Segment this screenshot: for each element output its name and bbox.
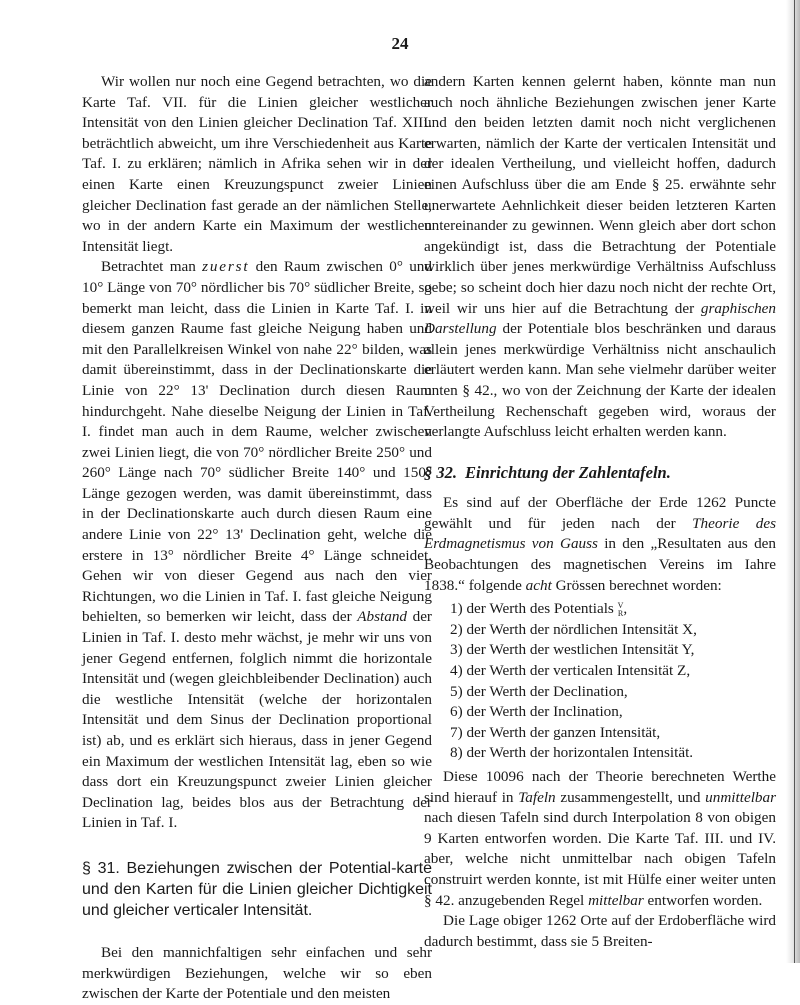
paragraph: andern Karten kennen gelernt haben, könnte man nun auch noch ähnliche Beziehungen zwischen jener Karte und den beiden letzten damit noch nicht verglichenen erwarten, nämlich der Karte der verticalen Intensität und der idealen Vertheilung, und vielleicht hoffen, dadurch einen Aufschluss über die am Ende § 25. erwähnte sehr unerwartete Aehnlichkeit dieser beiden letzteren Karten untereinander zu gewinnen. Wenn gleich aber dort schon angekündigt ist, dass die Betrachtung der Potentiale wirklich über jenes merkwürdige Verhältniss Aufschluss gebe; so scheint doch hier dazu noch nicht der rechte Ort, weil wir uns hier auf die Betrachtung der graphischen Darstellung der Potentiale blos beschränken und daraus allein jenes merkwürdige Verhältniss nicht anschaulich erläutert werden kann. Man sehe vielmehr darüber weiter unten § 42., wo von der Zeichnung der Karte der idealen Vertheilung Rechenschaft gegeben wird, woraus der verlangte Aufschluss leicht erhalten werden kann.	[424, 73, 776, 441]
section-symbol: § 32.	[424, 462, 457, 482]
right-column	[424, 72, 776, 952]
emphasis: Theorie des Erdmagnetismus von Gauss	[424, 514, 776, 553]
emphasis: zuerst	[202, 258, 250, 276]
section-heading	[424, 463, 776, 484]
paragraph: Betrachtet man zuerst den Raum zwischen 0° und 10° Länge von 70° nördlicher bis 70° südlicher Breite, so bemerkt man leicht, dass die Linien in Karte Taf. I. in diesem ganzen Raume fast gleiche Neigung haben und mit den Parallelkreisen Winkel von nahe 22° bilden, was damit übereinstimmt, dass in der Declinationskarte die Linie von 22° 13' Declination durch diesen Raum hindurchgeht. Nahe dieselbe Neigung der Linien in Taf. I. findet man auch in dem Raume, welcher zwischen zwei Linien liegt, die von 70° nördlicher Breite 250° und 260° Länge nach 70° südlicher Breite 140° und 150° Länge gezogen werden, was damit übereinstimmt, dass in der Declinationskarte auch durch diesen Raum eine andere Linie von 22° 13' Declination geht, welche die erstere in 13° nördlicher Breite 4° Länge schneidet. Gehen wir von dieser Gegend aus nach den vier Richtungen, wo die Linien in Taf. I. fast gleiche Neigung behielten, so bemerken wir leicht, dass der Abstand der Linien in Taf. I. desto mehr wächst, je mehr wir uns von jener Gegend entfernen, folglich nimmt die horizontale Intensität und (wegen gleichbleibender Declination) auch die westliche Intensität (welche der horizontalen Intensität und dem Sinus der Declination proportional ist) ab, und es erklärt sich hieraus, dass in jener Gegend ein Maximum der westlichen Intensität lag, eben so wie dass dort ein Kreuzungspunct zweier Linien gleicher Declination lag, beides blos aus der Betrachtung der Linien in Taf. I.	[82, 258, 432, 832]
quantity-list	[424, 599, 776, 764]
emphasis: Abstand	[357, 608, 408, 626]
page-edge-line	[794, 0, 795, 963]
paragraph: Diese 10096 nach der Theorie berechneten Werthe sind hierauf in Tafeln zusammengestellt, und unmittelbar nach diesen Tafeln sind durch Interpolation 8 von obigen 9 Karten entworfen worden. Die Karte Taf. III. und IV. aber, welche nicht unmittelbar nach obigen Tafeln construirt werden konnte, ist mit Hülfe einer weiter unten § 42. anzugebenden Regel mittelbar entworfen worden.	[424, 768, 777, 909]
list-item: 1) der Werth des Potentials V R ,	[450, 600, 628, 618]
list-item: 7) der Werth der ganzen Intensität,	[450, 723, 661, 741]
page-edge-shadow	[786, 0, 800, 963]
left-column	[82, 72, 432, 1005]
list-item: 6) der Werth der Inclination,	[450, 703, 623, 721]
paragraph: Bei den mannichfaltigen sehr einfachen und sehr merkwürdigen Beziehungen, welche wir so eben zwischen der Karte der Potentiale und den meisten	[82, 943, 432, 1003]
emphasis: acht	[525, 576, 552, 594]
section-heading: § 31. Beziehungen zwischen der Potential-karte und den Karten für die Linien gleicher Dichtigkeit und gleicher verticaler Intensität.	[82, 859, 432, 919]
paragraph: Die Lage obiger 1262 Orte auf der Erdoberfläche wird dadurch bestimmt, dass sie 5 Breiten-	[424, 912, 776, 950]
list-item: 4) der Werth der verticalen Intensität Z,	[450, 662, 691, 680]
fraction: V R	[617, 600, 624, 618]
list-item: 3) der Werth der westlichen Intensität Y,	[450, 641, 695, 659]
list-item: 2) der Werth der nördlichen Intensität X,	[450, 620, 697, 638]
page-number: 24	[391, 34, 409, 53]
emphasis: graphischen Darstellung	[424, 299, 776, 338]
paragraph: Es sind auf der Oberfläche der Erde 1262 Puncte gewählt und für jeden nach der Theorie des Erdmagnetismus von Gauss in den „Resultaten aus den Beobachtungen des magnetischen Vereins im Iahre 1838.“ folgende acht Grössen berechnet worden:	[424, 494, 777, 594]
section-title: Einrichtung der Zahlentafeln.	[465, 462, 671, 482]
emphasis: mittelbar	[588, 891, 644, 909]
emphasis: unmittelbar	[705, 788, 777, 806]
emphasis: Tafeln	[518, 788, 556, 806]
list-item: 8) der Werth der horizontalen Intensität.	[450, 744, 694, 762]
list-item: 5) der Werth der Declination,	[450, 682, 628, 700]
paragraph: Wir wollen nur noch eine Gegend betrachten, wo die Karte Taf. VII. für die Linien gleicher westlicher Intensität von den Linien gleicher Declination Taf. XIII. beträchtlich abweicht, um ihre Verschiedenheit aus Karte Taf. I. zu erklären; nämlich in Afrika sehen wir in der einen Karte einen Kreuzungspunct zweier Linien gleicher Declination fast gerade an der nämlichen Stelle, wo in der andern Karte ein Maximum der westlichen Intensität liegt.	[82, 73, 432, 255]
